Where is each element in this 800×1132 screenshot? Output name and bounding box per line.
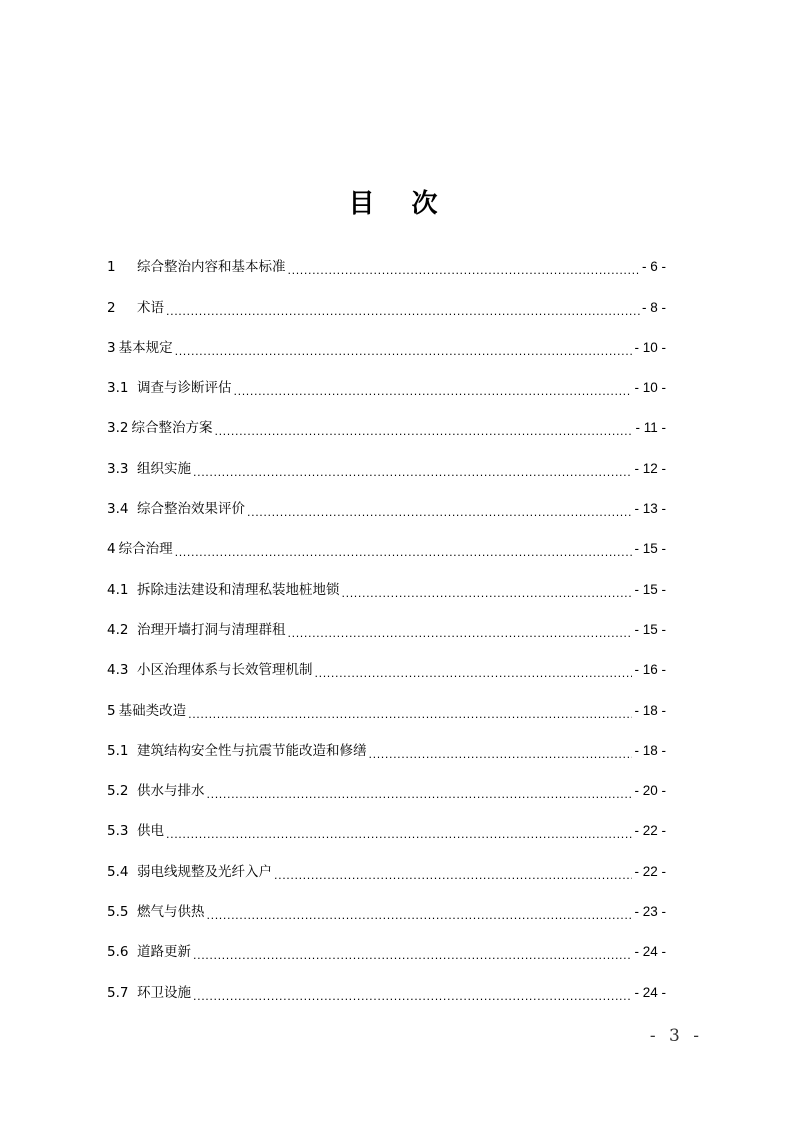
toc-entry-page: - 6 - xyxy=(641,259,666,275)
toc-dot-leader xyxy=(166,818,632,844)
toc-entry-title: 治理开墙打洞与清理群租 xyxy=(137,621,286,638)
toc-entry[interactable] xyxy=(107,683,666,723)
toc-entry-title: 基础类改造 xyxy=(118,702,187,719)
toc-entry[interactable] xyxy=(107,401,666,441)
toc-entry-page: - 10 - xyxy=(634,339,666,355)
toc-entry-title: 拆除违法建设和清理私装地桩地锁 xyxy=(137,581,340,598)
toc-entry-page: - 24 - xyxy=(634,984,666,1000)
toc-entry-number: 5 xyxy=(107,702,116,719)
toc-entry[interactable] xyxy=(107,804,666,844)
toc-entry-page: - 8 - xyxy=(641,299,666,315)
toc-entry-number: 5.7 xyxy=(107,984,129,1001)
toc-dot-leader xyxy=(342,577,633,603)
toc-entry-title: 综合整治效果评价 xyxy=(137,501,245,518)
toc-dot-leader xyxy=(175,536,633,562)
toc-entry[interactable] xyxy=(107,724,666,764)
toc-entry-page: - 18 - xyxy=(634,702,666,718)
toc-dot-leader xyxy=(207,899,633,925)
toc-entry-number: 1 xyxy=(107,259,116,276)
toc-entry-number: 3.4 xyxy=(107,501,129,518)
toc-entry-number: 5.1 xyxy=(107,742,129,759)
toc-dot-leader xyxy=(234,375,633,401)
table-of-contents xyxy=(107,240,666,1006)
toc-entry-title: 小区治理体系与长效管理机制 xyxy=(137,662,313,679)
toc-entry-page: - 10 - xyxy=(634,380,666,396)
toc-entry[interactable] xyxy=(107,522,666,562)
toc-entry[interactable] xyxy=(107,965,666,1005)
toc-entry-title: 综合整治方案 xyxy=(131,420,213,437)
toc-entry-title: 术语 xyxy=(137,299,164,316)
toc-entry-title: 环卫设施 xyxy=(137,984,191,1001)
toc-entry[interactable] xyxy=(107,280,666,320)
toc-entry-page: - 12 - xyxy=(634,460,666,476)
toc-entry-title: 燃气与供热 xyxy=(137,904,205,921)
toc-entry-page: - 16 - xyxy=(634,662,666,678)
toc-entry-page: - 18 - xyxy=(634,742,666,758)
toc-entry[interactable] xyxy=(107,925,666,965)
toc-dot-leader xyxy=(188,698,632,724)
toc-dot-leader xyxy=(166,295,640,321)
toc-dot-leader xyxy=(175,335,633,361)
toc-dot-leader xyxy=(193,456,632,482)
toc-entry[interactable] xyxy=(107,643,666,683)
toc-dot-leader xyxy=(369,738,633,764)
toc-dot-leader xyxy=(214,415,633,441)
toc-entry-number: 4 xyxy=(107,541,116,558)
toc-entry[interactable] xyxy=(107,240,666,280)
toc-dot-leader xyxy=(193,939,632,965)
toc-entry-page: - 15 - xyxy=(634,581,666,597)
toc-entry-title: 道路更新 xyxy=(137,944,191,961)
toc-entry-title: 调查与诊断评估 xyxy=(137,380,232,397)
toc-entry-page: - 23 - xyxy=(634,904,666,920)
toc-entry[interactable] xyxy=(107,764,666,804)
toc-entry-page: - 15 - xyxy=(634,621,666,637)
toc-entry-title: 建筑结构安全性与抗震节能改造和修缮 xyxy=(137,742,367,759)
toc-dot-leader xyxy=(193,980,632,1006)
toc-entry-number: 3.3 xyxy=(107,460,129,477)
toc-entry[interactable] xyxy=(107,844,666,884)
toc-entry-title: 综合治理 xyxy=(118,541,173,558)
toc-dot-leader xyxy=(247,496,632,522)
toc-entry-page: - 22 - xyxy=(634,823,666,839)
toc-entry-page: - 13 - xyxy=(634,501,666,517)
toc-entry-title: 供水与排水 xyxy=(137,783,205,800)
page-number: - 3 - xyxy=(649,1026,703,1046)
toc-entry[interactable] xyxy=(107,482,666,522)
page-title: 目 次 xyxy=(348,189,452,219)
toc-entry-title: 供电 xyxy=(137,823,164,840)
toc-entry-number: 4.2 xyxy=(107,621,129,638)
toc-dot-leader xyxy=(207,778,633,804)
toc-entry-number: 5.5 xyxy=(107,904,129,921)
toc-dot-leader xyxy=(315,657,633,683)
toc-entry-number: 4.3 xyxy=(107,662,129,679)
toc-entry-number: 5.2 xyxy=(107,783,129,800)
toc-entry-title: 基本规定 xyxy=(118,339,173,356)
toc-entry[interactable] xyxy=(107,885,666,925)
toc-entry-number: 3.1 xyxy=(107,380,129,397)
toc-dot-leader xyxy=(288,617,633,643)
toc-entry[interactable] xyxy=(107,562,666,602)
toc-entry[interactable] xyxy=(107,603,666,643)
toc-entry-page: - 24 - xyxy=(634,944,666,960)
toc-dot-leader xyxy=(274,859,632,885)
toc-entry[interactable] xyxy=(107,441,666,481)
toc-entry-page: - 20 - xyxy=(634,783,666,799)
toc-entry-number: 5.3 xyxy=(107,823,129,840)
toc-entry-title: 组织实施 xyxy=(137,460,191,477)
toc-entry-title: 综合整治内容和基本标准 xyxy=(137,259,286,276)
toc-entry-number: 2 xyxy=(107,299,116,316)
toc-entry-page: - 22 - xyxy=(634,863,666,879)
toc-entry[interactable] xyxy=(107,361,666,401)
toc-entry-number: 4.1 xyxy=(107,581,129,598)
toc-dot-leader xyxy=(288,254,640,280)
toc-entry[interactable] xyxy=(107,321,666,361)
toc-entry-page: - 15 - xyxy=(634,541,666,557)
toc-entry-number: 3.2 xyxy=(107,420,129,437)
toc-entry-number: 3 xyxy=(107,339,116,356)
toc-entry-number: 5.4 xyxy=(107,863,129,880)
toc-entry-page: - 11 - xyxy=(635,420,666,436)
toc-entry-title: 弱电线规整及光纤入户 xyxy=(137,863,272,880)
toc-entry-number: 5.6 xyxy=(107,944,129,961)
